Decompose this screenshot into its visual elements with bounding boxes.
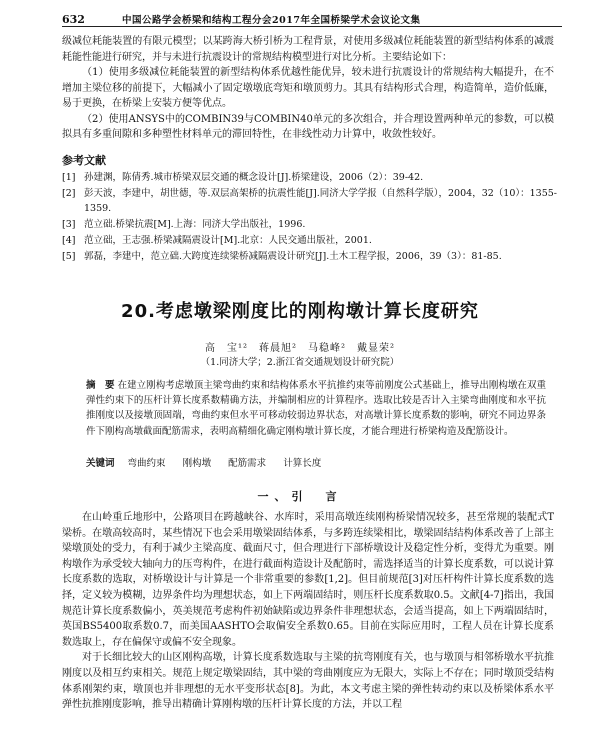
reference-number: [3] bbox=[62, 219, 76, 231]
reference-item bbox=[62, 249, 562, 265]
keyword: 配筋需求 bbox=[228, 458, 267, 469]
article-title: 20.考虑墩梁刚度比的刚构墩计算长度研究 bbox=[121, 301, 479, 322]
reference-item bbox=[62, 170, 562, 186]
reference-text: 范立础.桥梁抗震[M].上海：同济大学出版社，1996. bbox=[84, 219, 306, 231]
reference-number: [1] bbox=[62, 172, 76, 183]
reference-number: [2] bbox=[62, 187, 76, 199]
reference-item bbox=[62, 233, 562, 249]
reference-text: 彭天波，李建中，胡世德，等.双层高架桥的抗震性能[J].同济大学学报（自然科学版），2004，32（10）：1355-1359. bbox=[84, 187, 558, 215]
abstract-text: 在建立刚构考虑墩顶主梁弯曲约束和结构体系水平抗推约束等前刚度公式基础上，推导出刚构墩在双重弹性约束下的压杆计算长度系数精确方法，并编制相应的计算程序。选取比较是否计入主梁弯曲刚度和水平抗推刚度以及接墩顶固端，弯曲约束但水平可移动较弱边界状态，对高墩计算长度系数的影响，研究不同边界条件下刚构高墩截面配筋需求，表明高精细化确定刚构墩计算长度，才能合理进行桥梁构造及配筋设计。 bbox=[86, 380, 546, 437]
article-affiliation: （1.同济大学；2.浙江省交通规划设计研究院） bbox=[200, 357, 400, 368]
section-heading: 一、引 言 bbox=[257, 490, 343, 503]
reference-item bbox=[62, 217, 562, 233]
keywords bbox=[86, 455, 546, 469]
body-paragraph: 对于长细比较大的山区刚构高墩，计算长度系数选取与主梁的抗弯刚度有关，也与墩顶与相邻桥墩水平抗推刚度以及相互约束相关。规范上规定墩梁固结，其中梁的弯曲刚度应为无限大，实际上不存在；同时墩顶受结构体系刚架约束，墩顶也并非理想的无水平变形状态[8]。为此，本文考虑主梁的弹性转动约束以及桥梁体系水平弹性抗推刚度影响，推导出精确计算刚构墩的压杆计算长度的方法，并以工程 bbox=[62, 652, 554, 711]
conclusion-1: （1）使用多级减位耗能装置的新型结构体系优越性能优异，较未进行抗震设计的常规结构大幅提升，在不增加主梁位移的前提下，大幅减小了固定墩墩底弯矩和墩顶剪力。其具有结构形式合理，构造简单，造价低廉，易于更换，在桥梁上安装方便等优点。 bbox=[62, 67, 554, 109]
keyword: 刚构墩 bbox=[182, 458, 212, 469]
body-paragraph: 在山岭重丘地形中，公路项目在跨越峡谷、水库时，采用高墩连续刚构桥梁情况较多，甚至常规的装配式T梁桥。在墩高较高时，某些情况下也会采用墩梁固结体系，与多跨连续梁相比，墩梁固结结构体系改善了上部主梁墩顶处的受力，有利于减少主梁高度、截面尺寸，但合理进行下部桥墩设计及稳定性分析，变得尤为重要。刚构墩作为承受较大轴向力的压弯构件，在进行截面构造设计及配筋时，需选择适当的计算长度系数，可以说计算长度系数的选取，对桥墩设计与计算是一个非常重要的参数[1,2]。但目前规范[3]对压杆构件计算长度系数的选择，定义较为模糊，边界条件均为理想状态，如上下两端固结时，则压杆长度系数取0.5。文献[4-7]指出，我国规范计算长度系数偏小，英美规范考虑构件初始缺陷或边界条件非理想状态，会适当提高，如上下两端固结时，英国BS5400取系数0.7，而美国AASHTO会取偏安全系数0.65。目前在实际应用时，工程人员在计算长度系数选取上，存在偏保守或偏不安全现象。 bbox=[62, 512, 554, 648]
article-authors: 高 宝¹² 蒋晨旭² 马稳峰² 戴显荣² bbox=[204, 343, 396, 354]
intro-paragraph: 级减位耗能装置的有限元模型；以某跨海大桥引桥为工程背景，对使用多级减位耗能装置的新型结构体系的减震耗能性能进行研究，并与未进行抗震设计的常规结构模型进行对比分析。主要结论如下： bbox=[62, 36, 554, 63]
page-number: 632 bbox=[62, 13, 85, 26]
keyword: 计算长度 bbox=[283, 458, 322, 469]
reference-text: 郭磊，李建中，范立础.大跨度连续梁桥减隔震设计研究[J].土木工程学报，2006，39（3）：81-85. bbox=[84, 250, 502, 262]
abstract-label: 摘 要 bbox=[86, 380, 115, 391]
conclusion-2: （2）使用ANSYS中的COMBIN39与COMBIN40单元的多次组合，并合理设置两种单元的参数，可以模拟具有多重间隙和多种塑性材料单元的滞回特性，在非线性动力计算中，收敛性较好。 bbox=[62, 113, 554, 140]
keyword: 弯曲约束 bbox=[127, 458, 166, 469]
references-title: 参考文献 bbox=[62, 154, 106, 167]
reference-item bbox=[62, 186, 562, 217]
abstract bbox=[86, 378, 546, 439]
journal-title: 中国公路学会桥梁和结构工程分会2017年全国桥梁学术会议论文集 bbox=[122, 15, 421, 26]
intro-section bbox=[62, 34, 554, 143]
reference-text: 孙建渊，陈倩秀.城市桥梁双层交通的概念设计[J].桥梁建设，2006（2）：39-42. bbox=[84, 172, 424, 183]
reference-number: [4] bbox=[62, 234, 76, 246]
keywords-label: 关键词 bbox=[86, 458, 115, 469]
main-body bbox=[62, 510, 554, 713]
reference-text: 范立础，王志强.桥梁减隔震设计[M].北京：人民交通出版社，2001. bbox=[84, 234, 372, 246]
reference-list bbox=[62, 170, 562, 264]
reference-number: [5] bbox=[62, 250, 76, 262]
page-header bbox=[62, 10, 562, 27]
